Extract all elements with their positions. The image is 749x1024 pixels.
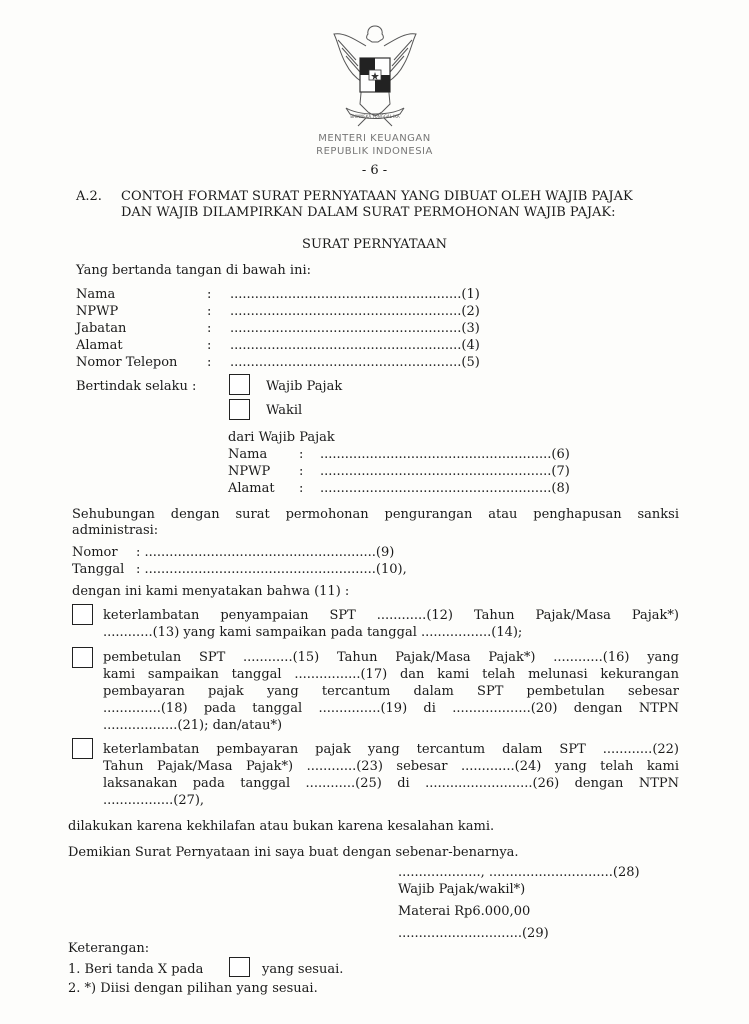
section-title-line1: CONTOH FORMAT SURAT PERNYATAAN YANG DIBUAT OLEH WAJIB PAJAK: [121, 189, 633, 204]
field-label: Nama: [76, 287, 116, 302]
field-fill[interactable]: ........................................................(1): [230, 287, 480, 302]
field-fill[interactable]: ........................................................(3): [230, 321, 480, 336]
of-taxpayer-label: dari Wajib Pajak: [228, 430, 335, 445]
notes-title: Keterangan:: [68, 941, 150, 956]
field-colon: :: [299, 481, 304, 496]
item-line: pembayaran pajak yang tercantum dalam SPT pembetulan sebesar: [103, 684, 679, 699]
field-colon: :: [207, 287, 212, 302]
statement-intro: dengan ini kami menyatakan bahwa (11) :: [72, 584, 350, 599]
ministry-line2: REPUBLIK INDONESIA: [316, 146, 433, 157]
wajib-pajak-option-label: Wajib Pajak: [266, 379, 343, 394]
signer-name-fill[interactable]: ..............................(29): [398, 926, 549, 941]
field-label: NPWP: [228, 464, 271, 479]
wakil-checkbox[interactable]: [229, 399, 250, 420]
field-fill[interactable]: ........................................................(5): [230, 355, 480, 370]
place-date-fill[interactable]: ...................., ..............................(28): [398, 865, 640, 880]
page-number: - 6 -: [361, 163, 388, 178]
field-fill[interactable]: ........................................................(7): [320, 464, 570, 479]
stamp-duty: Materai Rp6.000,00: [398, 904, 531, 919]
item-line: pembetulan SPT ............(15) Tahun Pajak/Masa Pajak*) ............(16) yang: [103, 650, 679, 665]
item-checkbox[interactable]: [72, 738, 93, 759]
field-label: Nomor Telepon: [76, 355, 178, 370]
item-line: .................(27),: [103, 793, 205, 808]
note-1-suffix: yang sesuai.: [262, 962, 344, 977]
emblem-caption: BHINNEKA TUNGGAL IKA: [350, 114, 400, 119]
field-label: Nama: [228, 447, 268, 462]
field-fill[interactable]: ........................................................(4): [230, 338, 480, 353]
field-label: Jabatan: [76, 321, 127, 336]
item-line: laksanakan pada tanggal ............(25) di ..........................(26) dengan NTPN: [103, 776, 679, 791]
field-label: Alamat: [228, 481, 275, 496]
field-colon: :: [207, 304, 212, 319]
ministry-line1: MENTERI KEUANGAN: [318, 133, 431, 144]
field-colon: :: [207, 338, 212, 353]
field-colon: :: [207, 321, 212, 336]
letter-title: SURAT PERNYATAAN: [302, 237, 447, 252]
field-label: NPWP: [76, 304, 119, 319]
section-number: A.2.: [76, 189, 102, 204]
intro-text: Yang bertanda tangan di bawah ini:: [76, 263, 311, 278]
field-label: Alamat: [76, 338, 123, 353]
note-1-prefix: 1. Beri tanda X pada: [68, 962, 204, 977]
field-colon: :: [299, 447, 304, 462]
item-line: Tahun Pajak/Masa Pajak*) ............(23) sebesar .............(24) yang telah kami: [103, 759, 679, 774]
regarding-line2: administrasi:: [72, 523, 159, 538]
signer-role: Wajib Pajak/wakil*): [398, 882, 526, 897]
field-colon: :: [299, 464, 304, 479]
nomor-fill[interactable]: : ........................................................(9): [136, 545, 395, 560]
tanggal-fill[interactable]: : ........................................................(10),: [136, 562, 407, 577]
field-fill[interactable]: ........................................................(8): [320, 481, 570, 496]
item-line: kami sampaikan tanggal ................(17) dan kami telah melunasi kekurangan: [103, 667, 679, 682]
item-line: keterlambatan penyampaian SPT ............(12) Tahun Pajak/Masa Pajak*): [103, 608, 679, 623]
garuda-emblem-icon: [326, 20, 424, 130]
note-2: 2. *) Diisi dengan pilihan yang sesuai.: [68, 981, 318, 996]
closing-text: Demikian Surat Pernyataan ini saya buat dengan sebenar-benarnya.: [68, 845, 519, 860]
field-colon: :: [207, 355, 212, 370]
wakil-option-label: Wakil: [266, 403, 303, 418]
field-fill[interactable]: ........................................................(2): [230, 304, 480, 319]
item-checkbox[interactable]: [72, 647, 93, 668]
wajib-pajak-checkbox[interactable]: [229, 374, 250, 395]
item-line: ............(13) yang kami sampaikan pada tanggal .................(14);: [103, 625, 523, 640]
tanggal-label: Tanggal: [72, 562, 125, 577]
item-line: ..................(21); dan/atau*): [103, 718, 283, 733]
item-checkbox[interactable]: [72, 604, 93, 625]
acting-as-label: Bertindak selaku :: [76, 379, 197, 394]
field-fill[interactable]: ........................................................(6): [320, 447, 570, 462]
item-line: keterlambatan pembayaran pajak yang tercantum dalam SPT ............(22): [103, 742, 679, 757]
item-line: ..............(18) pada tanggal ...............(19) di ...................(20) dengan NTPN: [103, 701, 679, 716]
nomor-label: Nomor: [72, 545, 118, 560]
section-title-line2: DAN WAJIB DILAMPIRKAN DALAM SURAT PERMOHONAN WAJIB PAJAK:: [121, 205, 616, 220]
regarding-line1: Sehubungan dengan surat permohonan pengurangan atau penghapusan sanksi: [72, 507, 679, 522]
note-checkbox-sample: [229, 957, 250, 977]
cause-text: dilakukan karena kekhilafan atau bukan karena kesalahan kami.: [68, 819, 495, 834]
